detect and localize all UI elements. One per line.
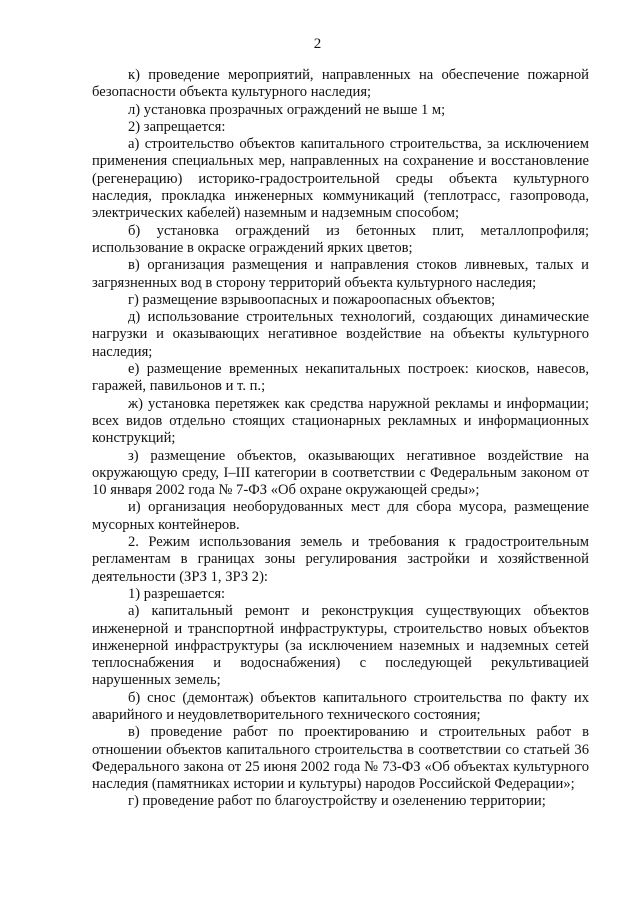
- paragraph-b-demolition: б) снос (демонтаж) объектов капитального строительства по факту их аварийного и неудовлетворительного технического состояния;: [92, 689, 589, 723]
- page-number: 2: [313, 36, 322, 52]
- document-body: [92, 67, 589, 811]
- paragraph-i-garbage: и) организация необорудованных мест для сбора мусора, размещение мусорных контейнеров.: [92, 499, 589, 533]
- paragraph-zh-advertising: ж) установка перетяжек как средства наружной рекламы и информации; всех видов отдельно стоящих стационарных рекламных и информационных конструкций;: [92, 395, 589, 447]
- paragraph-g-landscaping: г) проведение работ по благоустройству и озеленению территории;: [128, 793, 546, 810]
- paragraph-a-infrastructure-repair: а) капитальный ремонт и реконструкция существующих объектов инженерной и транспортной инфраструктуры, строительство новых объектов инженерной инфраструктуры (за исключением наземных и надземных сетей теплоснабжения и водоснабжения) с последующей рекультивацией нарушенных земель;: [92, 603, 589, 689]
- paragraph-g-explosive-objects: г) размещение взрывоопасных и пожароопасных объектов;: [128, 291, 496, 308]
- paragraph-a-capital-construction: а) строительство объектов капитального строительства, за исключением применения специальных мер, направленных на сохранение и восстановление (регенерацию) историко-градостроительной среды объекта культурного наследия, прокладка инженерных коммуникаций (теплотрасс, газопровода, электрических кабелей) наземным и надземным способом;: [92, 136, 589, 222]
- paragraph-v-stormwater: в) организация размещения и направления стоков ливневых, талых и загрязненных вод в сторону территорий объекта культурного наследия;: [92, 257, 589, 291]
- paragraph-e-temporary-buildings: е) размещение временных некапитальных построек: киосков, навесов, гаражей, павильонов и т. п.;: [92, 361, 589, 395]
- paragraph-k-fire-safety: к) проведение мероприятий, направленных на обеспечение пожарной безопасности объекта культурного наследия;: [92, 67, 589, 101]
- paragraph-prohibited-heading: 2) запрещается:: [128, 118, 226, 135]
- paragraph-d-dynamic-loads: д) использование строительных технологий, создающих динамические нагрузки и оказывающих негативное воздействие на объекты культурного наследия;: [92, 309, 589, 360]
- paragraph-l-transparent-fences: л) установка прозрачных ограждений не выше 1 м;: [128, 101, 446, 118]
- paragraph-permitted-heading: 1) разрешается:: [128, 585, 226, 602]
- paragraph-v-design-works: в) проведение работ по проектированию и строительных работ в отношении объектов капитального строительства в соответствии со статьей 36 Федерального закона от 25 июня 2002 года № 73-ФЗ «Об объектах культурного наследия (памятниках истории и культуры) народов Российской Федерации»;: [92, 724, 589, 793]
- paragraph-z-environmental: з) размещение объектов, оказывающих негативное воздействие на окружающую среду, I–III категории в соответствии с Федеральным законом от 10 января 2002 года № 7-ФЗ «Об охране окружающей среды»;: [92, 447, 589, 499]
- paragraph-b-concrete-fences: б) установка ограждений из бетонных плит, металлопрофиля; использование в окраске ограждений ярких цветов;: [92, 222, 589, 256]
- paragraph-section-2-regime: 2. Режим использования земель и требования к градостроительным регламентам в границах зоны регулирования застройки и хозяйственной деятельности (ЗРЗ 1, ЗРЗ 2):: [92, 534, 589, 585]
